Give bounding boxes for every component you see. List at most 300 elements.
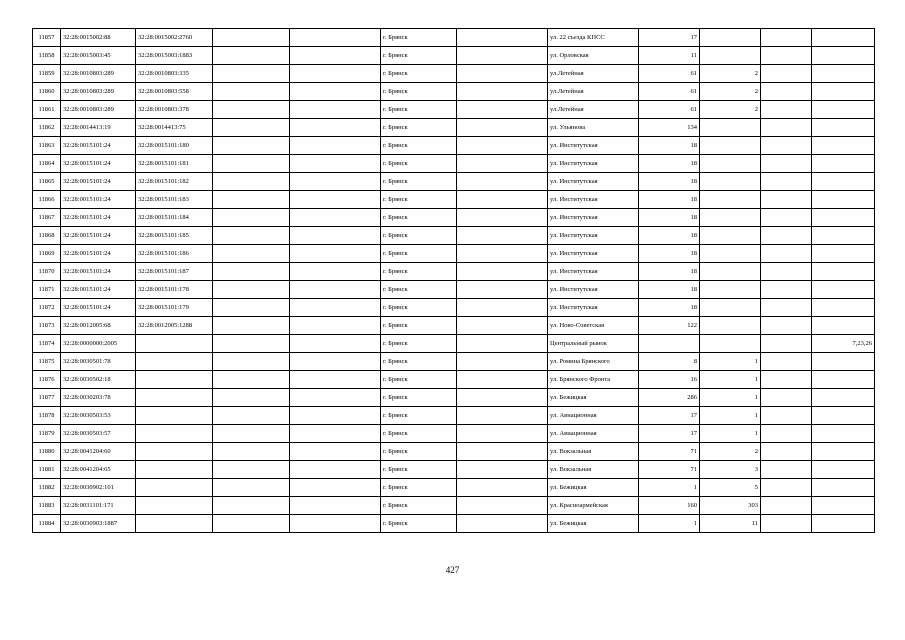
- cell-empty: [761, 65, 812, 83]
- cell-empty: [213, 83, 290, 101]
- cell-empty: [457, 155, 548, 173]
- unit-number-cell: 1: [700, 389, 761, 407]
- cadastral-number-object: 32:28:0015101:184: [136, 209, 213, 227]
- extra-value-cell: [812, 479, 875, 497]
- extra-value-cell: [812, 47, 875, 65]
- extra-value-cell: [812, 101, 875, 119]
- cadastral-number-object: [136, 443, 213, 461]
- cell-empty: [213, 479, 290, 497]
- unit-number-cell: 1: [700, 425, 761, 443]
- house-number-cell: 1: [639, 479, 700, 497]
- cadastral-number-object: [136, 407, 213, 425]
- street-cell: ул. Институтская: [548, 191, 639, 209]
- cell-empty: [457, 83, 548, 101]
- house-number-cell: 160: [639, 497, 700, 515]
- table-row: [33, 29, 875, 47]
- extra-value-cell: [812, 425, 875, 443]
- cadastral-number-land: 32:28:0015101:24: [61, 227, 136, 245]
- extra-value-cell: [812, 299, 875, 317]
- cadastral-number-land: 32:28:0010803:289: [61, 101, 136, 119]
- cell-empty: [213, 65, 290, 83]
- cell-empty: [761, 371, 812, 389]
- cell-empty: [761, 83, 812, 101]
- cadastral-number-object: 32:28:0012005:1288: [136, 317, 213, 335]
- cadastral-number-object: 32:28:0015002:2760: [136, 29, 213, 47]
- city-cell: г. Брянск: [381, 317, 457, 335]
- extra-value-cell: [812, 443, 875, 461]
- unit-number-cell: [700, 335, 761, 353]
- table-row: [33, 191, 875, 209]
- cadastral-number-land: 32:28:0015101:24: [61, 281, 136, 299]
- cell-empty: [290, 479, 381, 497]
- extra-value-cell: [812, 461, 875, 479]
- cell-empty: [290, 425, 381, 443]
- row-number: 11878: [33, 407, 61, 425]
- cadastral-number-object: 32:28:0010803:558: [136, 83, 213, 101]
- cadastral-number-land: 32:28:0030503:57: [61, 425, 136, 443]
- street-cell: ул. Институтская: [548, 155, 639, 173]
- cadastral-number-land: 32:28:0030501:78: [61, 353, 136, 371]
- cell-empty: [213, 335, 290, 353]
- cell-empty: [290, 155, 381, 173]
- cadastral-number-object: 32:28:0015101:179: [136, 299, 213, 317]
- cadastral-number-land: 32:28:0015101:24: [61, 245, 136, 263]
- cell-empty: [761, 245, 812, 263]
- table-row: [33, 83, 875, 101]
- unit-number-cell: [700, 155, 761, 173]
- city-cell: г. Брянск: [381, 65, 457, 83]
- cell-empty: [213, 263, 290, 281]
- house-number-cell: 16: [639, 371, 700, 389]
- street-cell: ул. Институтская: [548, 173, 639, 191]
- unit-number-cell: [700, 263, 761, 281]
- street-cell: ул. Институтская: [548, 299, 639, 317]
- row-number: 11867: [33, 209, 61, 227]
- unit-number-cell: [700, 191, 761, 209]
- street-cell: Центральный рынок: [548, 335, 639, 353]
- extra-value-cell: [812, 119, 875, 137]
- row-number: 11871: [33, 281, 61, 299]
- cell-empty: [457, 119, 548, 137]
- row-number: 11884: [33, 515, 61, 533]
- cadastral-number-object: 32:28:0015101:186: [136, 245, 213, 263]
- unit-number-cell: 2: [700, 83, 761, 101]
- cell-empty: [213, 317, 290, 335]
- registry-table: [32, 28, 875, 533]
- street-cell: ул. Вокзальная: [548, 461, 639, 479]
- cell-empty: [457, 101, 548, 119]
- cell-empty: [457, 245, 548, 263]
- extra-value-cell: [812, 281, 875, 299]
- street-cell: ул. Вокзальная: [548, 443, 639, 461]
- row-number: 11862: [33, 119, 61, 137]
- cell-empty: [761, 173, 812, 191]
- cell-empty: [290, 353, 381, 371]
- table-row: [33, 173, 875, 191]
- street-cell: ул. Ульянова: [548, 119, 639, 137]
- cadastral-number-land: 32:28:0015101:24: [61, 173, 136, 191]
- cell-empty: [761, 407, 812, 425]
- cadastral-number-object: [136, 461, 213, 479]
- cell-empty: [457, 29, 548, 47]
- cell-empty: [457, 335, 548, 353]
- cadastral-number-land: 32:28:0031101:171: [61, 497, 136, 515]
- cell-empty: [761, 227, 812, 245]
- table-row: [33, 65, 875, 83]
- street-cell: ул. Ново-Советская: [548, 317, 639, 335]
- city-cell: г. Брянск: [381, 227, 457, 245]
- street-cell: ул. Институтская: [548, 263, 639, 281]
- house-number-cell: 1: [639, 515, 700, 533]
- unit-number-cell: [700, 173, 761, 191]
- cell-empty: [761, 317, 812, 335]
- unit-number-cell: [700, 245, 761, 263]
- cell-empty: [290, 299, 381, 317]
- extra-value-cell: [812, 263, 875, 281]
- row-number: 11879: [33, 425, 61, 443]
- table-row: [33, 389, 875, 407]
- cadastral-number-land: 32:28:0041204:60: [61, 443, 136, 461]
- city-cell: г. Брянск: [381, 29, 457, 47]
- street-cell: ул. Брянского Фронта: [548, 371, 639, 389]
- house-number-cell: 71: [639, 461, 700, 479]
- cell-empty: [457, 299, 548, 317]
- cell-empty: [457, 263, 548, 281]
- cadastral-number-land: 32:28:0015101:24: [61, 137, 136, 155]
- extra-value-cell: [812, 173, 875, 191]
- city-cell: г. Брянск: [381, 407, 457, 425]
- cell-empty: [761, 389, 812, 407]
- street-cell: ул. Бежицкая: [548, 515, 639, 533]
- table-row: [33, 443, 875, 461]
- table-row: [33, 263, 875, 281]
- house-number-cell: 122: [639, 317, 700, 335]
- street-cell: ул. 22 съезда КПСС: [548, 29, 639, 47]
- unit-number-cell: [700, 299, 761, 317]
- city-cell: г. Брянск: [381, 191, 457, 209]
- cadastral-number-land: 32:28:0015101:24: [61, 263, 136, 281]
- cell-empty: [290, 47, 381, 65]
- extra-value-cell: [812, 407, 875, 425]
- house-number-cell: 18: [639, 209, 700, 227]
- table-row: [33, 479, 875, 497]
- cadastral-number-object: 32:28:0015101:185: [136, 227, 213, 245]
- page-number: 427: [445, 565, 460, 575]
- cadastral-number-object: [136, 515, 213, 533]
- cell-empty: [761, 155, 812, 173]
- cell-empty: [290, 443, 381, 461]
- cell-empty: [290, 263, 381, 281]
- street-cell: ул. Авиационная: [548, 425, 639, 443]
- cell-empty: [290, 389, 381, 407]
- row-number: 11857: [33, 29, 61, 47]
- street-cell: ул.Летейная: [548, 65, 639, 83]
- cell-empty: [457, 425, 548, 443]
- cell-empty: [290, 371, 381, 389]
- street-cell: ул. Бежицкая: [548, 389, 639, 407]
- city-cell: г. Брянск: [381, 209, 457, 227]
- cell-empty: [761, 209, 812, 227]
- cell-empty: [761, 335, 812, 353]
- unit-number-cell: [700, 137, 761, 155]
- extra-value-cell: [812, 389, 875, 407]
- extra-value-cell: [812, 65, 875, 83]
- house-number-cell: 18: [639, 245, 700, 263]
- cadastral-number-land: 32:28:0015002:88: [61, 29, 136, 47]
- table-row: [33, 209, 875, 227]
- extra-value-cell: [812, 497, 875, 515]
- extra-value-cell: [812, 209, 875, 227]
- cell-empty: [290, 101, 381, 119]
- cell-empty: [213, 245, 290, 263]
- cell-empty: [213, 299, 290, 317]
- city-cell: г. Брянск: [381, 47, 457, 65]
- street-cell: ул. Ромина Брянского: [548, 353, 639, 371]
- row-number: 11864: [33, 155, 61, 173]
- cell-empty: [290, 515, 381, 533]
- table-row: [33, 497, 875, 515]
- table-row: [33, 299, 875, 317]
- extra-value-cell: [812, 353, 875, 371]
- row-number: 11877: [33, 389, 61, 407]
- table-row: [33, 227, 875, 245]
- cell-empty: [457, 191, 548, 209]
- cadastral-number-land: 32:28:0015101:24: [61, 209, 136, 227]
- cell-empty: [290, 317, 381, 335]
- cadastral-number-land: 32:28:0015003:45: [61, 47, 136, 65]
- cell-empty: [213, 389, 290, 407]
- table-row: [33, 425, 875, 443]
- unit-number-cell: 2: [700, 65, 761, 83]
- cadastral-number-land: 32:28:0010803:289: [61, 65, 136, 83]
- cell-empty: [290, 497, 381, 515]
- cell-empty: [290, 245, 381, 263]
- table-row: [33, 407, 875, 425]
- cadastral-number-land: 32:28:0010803:289: [61, 83, 136, 101]
- cell-empty: [761, 263, 812, 281]
- street-cell: ул.Летейная: [548, 101, 639, 119]
- cadastral-number-land: 32:28:0015101:24: [61, 155, 136, 173]
- row-number: 11869: [33, 245, 61, 263]
- table-row: [33, 371, 875, 389]
- house-number-cell: 18: [639, 155, 700, 173]
- cadastral-number-object: [136, 425, 213, 443]
- row-number: 11870: [33, 263, 61, 281]
- cadastral-number-object: 32:28:0015101:181: [136, 155, 213, 173]
- row-number: 11875: [33, 353, 61, 371]
- row-number: 11866: [33, 191, 61, 209]
- row-number: 11883: [33, 497, 61, 515]
- cell-empty: [213, 119, 290, 137]
- house-number-cell: 11: [639, 47, 700, 65]
- table-row: [33, 137, 875, 155]
- cell-empty: [290, 281, 381, 299]
- cell-empty: [457, 209, 548, 227]
- city-cell: г. Брянск: [381, 137, 457, 155]
- cadastral-number-land: 32:28:0041204:65: [61, 461, 136, 479]
- cell-empty: [290, 173, 381, 191]
- cadastral-number-object: 32:28:0010803:335: [136, 65, 213, 83]
- unit-number-cell: 2: [700, 101, 761, 119]
- cadastral-number-object: [136, 479, 213, 497]
- table-row: [33, 119, 875, 137]
- extra-value-cell: [812, 515, 875, 533]
- city-cell: г. Брянск: [381, 389, 457, 407]
- cadastral-number-land: 32:28:0030902:101: [61, 479, 136, 497]
- cadastral-number-land: 32:28:0015101:24: [61, 299, 136, 317]
- unit-number-cell: 3: [700, 461, 761, 479]
- table-row: [33, 317, 875, 335]
- extra-value-cell: [812, 155, 875, 173]
- unit-number-cell: [700, 281, 761, 299]
- extra-value-cell: 7,23,26: [812, 335, 875, 353]
- cell-empty: [457, 515, 548, 533]
- row-number: 11865: [33, 173, 61, 191]
- cell-empty: [761, 353, 812, 371]
- row-number: 11860: [33, 83, 61, 101]
- table-row: [33, 281, 875, 299]
- unit-number-cell: [700, 29, 761, 47]
- cell-empty: [213, 425, 290, 443]
- cell-empty: [761, 119, 812, 137]
- extra-value-cell: [812, 227, 875, 245]
- house-number-cell: 18: [639, 191, 700, 209]
- cell-empty: [290, 119, 381, 137]
- table-row: [33, 515, 875, 533]
- house-number-cell: 17: [639, 407, 700, 425]
- cadastral-number-object: 32:28:0010803:378: [136, 101, 213, 119]
- house-number-cell: 18: [639, 281, 700, 299]
- cell-empty: [213, 497, 290, 515]
- street-cell: ул. Институтская: [548, 209, 639, 227]
- house-number-cell: 18: [639, 263, 700, 281]
- street-cell: ул.Летейная: [548, 83, 639, 101]
- house-number-cell: 18: [639, 137, 700, 155]
- cell-empty: [213, 47, 290, 65]
- cadastral-number-land: 32:28:0012005:68: [61, 317, 136, 335]
- city-cell: г. Брянск: [381, 83, 457, 101]
- unit-number-cell: 5: [700, 479, 761, 497]
- street-cell: ул. Институтская: [548, 281, 639, 299]
- cell-empty: [213, 191, 290, 209]
- extra-value-cell: [812, 137, 875, 155]
- house-number-cell: 134: [639, 119, 700, 137]
- cell-empty: [457, 389, 548, 407]
- city-cell: г. Брянск: [381, 371, 457, 389]
- cell-empty: [213, 461, 290, 479]
- cell-empty: [290, 209, 381, 227]
- cell-empty: [761, 443, 812, 461]
- cell-empty: [213, 155, 290, 173]
- cell-empty: [457, 47, 548, 65]
- unit-number-cell: [700, 227, 761, 245]
- cell-empty: [213, 173, 290, 191]
- cadastral-number-object: 32:28:0015101:183: [136, 191, 213, 209]
- street-cell: ул. Институтская: [548, 137, 639, 155]
- city-cell: г. Брянск: [381, 425, 457, 443]
- unit-number-cell: [700, 47, 761, 65]
- cadastral-number-object: [136, 389, 213, 407]
- extra-value-cell: [812, 371, 875, 389]
- extra-value-cell: [812, 245, 875, 263]
- house-number-cell: [639, 335, 700, 353]
- cell-empty: [213, 209, 290, 227]
- unit-number-cell: 11: [700, 515, 761, 533]
- cell-empty: [457, 227, 548, 245]
- cadastral-number-object: 32:28:0015003:1883: [136, 47, 213, 65]
- cell-empty: [213, 443, 290, 461]
- city-cell: г. Брянск: [381, 335, 457, 353]
- cell-empty: [761, 479, 812, 497]
- house-number-cell: 17: [639, 29, 700, 47]
- extra-value-cell: [812, 29, 875, 47]
- cell-empty: [761, 425, 812, 443]
- cell-empty: [761, 461, 812, 479]
- cell-empty: [457, 461, 548, 479]
- city-cell: г. Брянск: [381, 461, 457, 479]
- table-row: [33, 353, 875, 371]
- cell-empty: [457, 173, 548, 191]
- cell-empty: [457, 479, 548, 497]
- cell-empty: [457, 65, 548, 83]
- cell-empty: [761, 191, 812, 209]
- unit-number-cell: [700, 317, 761, 335]
- cadastral-number-land: 32:28:0014413:19: [61, 119, 136, 137]
- cadastral-number-land: 32:28:0030503:53: [61, 407, 136, 425]
- row-number: 11858: [33, 47, 61, 65]
- table-body: [33, 29, 875, 533]
- city-cell: г. Брянск: [381, 173, 457, 191]
- table-row: [33, 101, 875, 119]
- street-cell: ул. Красноармейская: [548, 497, 639, 515]
- house-number-cell: 286: [639, 389, 700, 407]
- city-cell: г. Брянск: [381, 263, 457, 281]
- unit-number-cell: 303: [700, 497, 761, 515]
- cell-empty: [213, 353, 290, 371]
- cadastral-number-object: 32:28:0015101:187: [136, 263, 213, 281]
- city-cell: г. Брянск: [381, 281, 457, 299]
- table-row: [33, 335, 875, 353]
- row-number: 11872: [33, 299, 61, 317]
- city-cell: г. Брянск: [381, 245, 457, 263]
- unit-number-cell: 1: [700, 371, 761, 389]
- house-number-cell: 18: [639, 173, 700, 191]
- city-cell: г. Брянск: [381, 443, 457, 461]
- cell-empty: [290, 407, 381, 425]
- street-cell: ул. Институтская: [548, 227, 639, 245]
- extra-value-cell: [812, 83, 875, 101]
- row-number: 11868: [33, 227, 61, 245]
- unit-number-cell: [700, 119, 761, 137]
- house-number-cell: 8: [639, 353, 700, 371]
- city-cell: г. Брянск: [381, 497, 457, 515]
- row-number: 11876: [33, 371, 61, 389]
- unit-number-cell: 1: [700, 407, 761, 425]
- cadastral-number-object: [136, 371, 213, 389]
- cell-empty: [213, 407, 290, 425]
- registry-sheet: [32, 28, 874, 544]
- street-cell: ул. Орловская: [548, 47, 639, 65]
- cadastral-number-object: 32:28:0014413:75: [136, 119, 213, 137]
- street-cell: ул. Институтская: [548, 245, 639, 263]
- table-row: [33, 461, 875, 479]
- house-number-cell: 61: [639, 65, 700, 83]
- city-cell: г. Брянск: [381, 479, 457, 497]
- cadastral-number-object: 32:28:0015101:180: [136, 137, 213, 155]
- cell-empty: [213, 101, 290, 119]
- city-cell: г. Брянск: [381, 101, 457, 119]
- house-number-cell: 17: [639, 425, 700, 443]
